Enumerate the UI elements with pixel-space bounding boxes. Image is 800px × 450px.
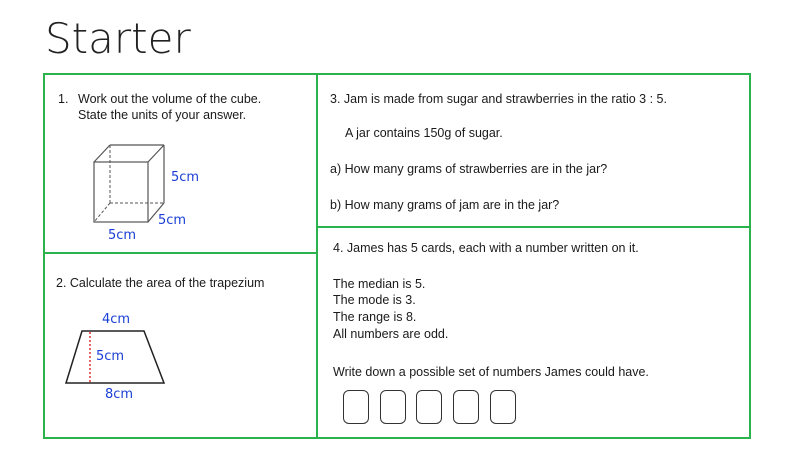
question-4-fact-mode: The mode is 3. bbox=[333, 293, 416, 307]
left-divider bbox=[43, 252, 318, 254]
trapezium-label-top: 4cm bbox=[102, 312, 131, 327]
answer-card-4[interactable] bbox=[453, 390, 479, 424]
trapezium-label-bottom: 8cm bbox=[105, 387, 134, 402]
right-divider bbox=[318, 226, 751, 228]
question-4-fact-odd: All numbers are odd. bbox=[333, 327, 449, 341]
question-3-info: A jar contains 150g of sugar. bbox=[345, 126, 503, 140]
cube-label-side: 5cm bbox=[171, 170, 200, 185]
cube-label-depth: 5cm bbox=[158, 213, 187, 228]
question-3-text: 3. Jam is made from sugar and strawberries in the ratio 3 : 5. bbox=[330, 92, 667, 106]
answer-card-1[interactable] bbox=[343, 390, 369, 424]
cube-label-bottom: 5cm bbox=[108, 228, 137, 243]
question-1-text-line2: State the units of your answer. bbox=[78, 108, 247, 122]
trapezium-label-height: 5cm bbox=[96, 349, 125, 364]
vertical-divider bbox=[316, 73, 318, 439]
answer-card-5[interactable] bbox=[490, 390, 516, 424]
answer-card-2[interactable] bbox=[380, 390, 406, 424]
question-1-number: 1. bbox=[58, 92, 69, 106]
question-4-fact-range: The range is 8. bbox=[333, 310, 417, 324]
answer-card-3[interactable] bbox=[416, 390, 442, 424]
question-2-text: 2. Calculate the area of the trapezium bbox=[56, 276, 265, 290]
question-4-text: 4. James has 5 cards, each with a number written on it. bbox=[333, 241, 639, 255]
question-3-part-b: b) How many grams of jam are in the jar? bbox=[330, 198, 560, 212]
question-1-text-line1: Work out the volume of the cube. bbox=[78, 92, 262, 106]
slide-title: Starter bbox=[45, 14, 191, 63]
question-4-fact-median: The median is 5. bbox=[333, 277, 426, 291]
question-3-part-a: a) How many grams of strawberries are in the jar? bbox=[330, 162, 608, 176]
question-4-instruction: Write down a possible set of numbers James could have. bbox=[333, 365, 649, 379]
